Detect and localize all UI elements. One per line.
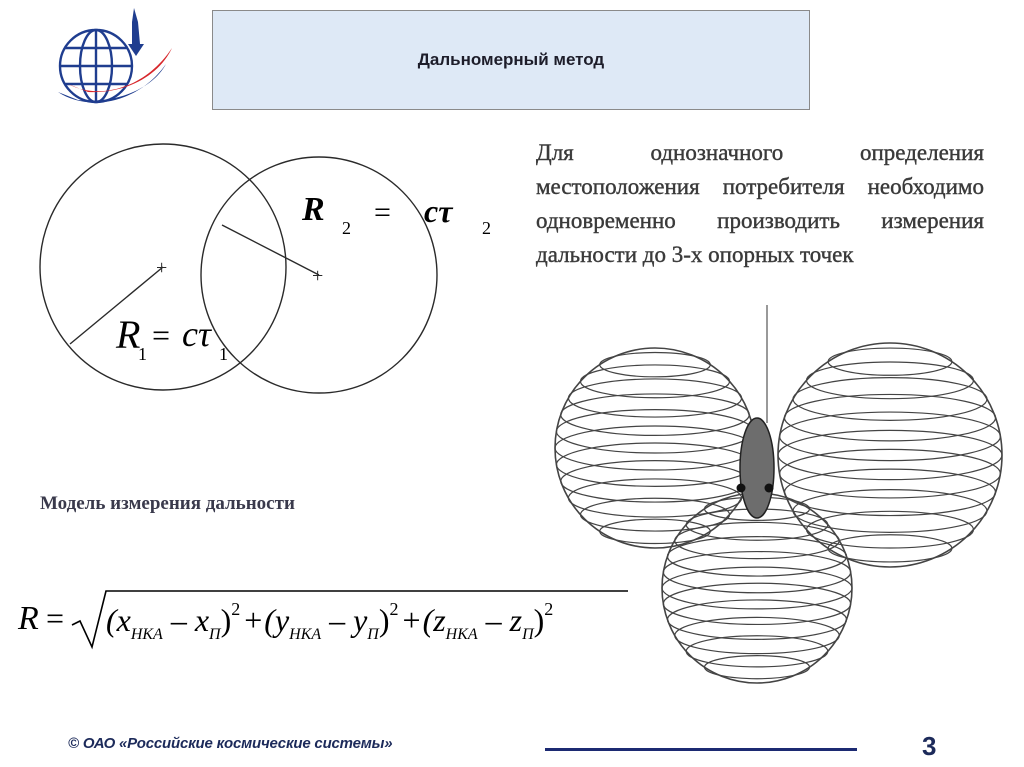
term-y-exp: 2 bbox=[389, 599, 399, 619]
two-circle-diagram bbox=[30, 130, 510, 400]
formula-r2 bbox=[301, 191, 491, 238]
range-formula bbox=[14, 585, 639, 655]
center-mark-2: + bbox=[312, 265, 324, 287]
r2-rhs: cτ bbox=[424, 193, 453, 229]
term-y-open: (y bbox=[264, 602, 290, 638]
page-title: Дальномерный метод bbox=[417, 50, 605, 69]
term-y-close: ) bbox=[378, 602, 390, 638]
term-x-sub2: П bbox=[209, 626, 221, 643]
term-z-sub1: НКА bbox=[445, 626, 478, 643]
r2-eq: = bbox=[374, 196, 391, 229]
term-z-exp: 2 bbox=[544, 599, 554, 619]
term-z-open: (z bbox=[422, 602, 446, 638]
intersection-lens bbox=[740, 418, 774, 518]
footer-copyright: © ОАО «Российские космические системы» bbox=[68, 735, 393, 752]
footer-divider bbox=[545, 748, 857, 751]
r1-rhs-sub: 1 bbox=[219, 344, 228, 364]
description-text: Для однозначного определения местоположения потребителя необходимо одновременно производить измерения дальности до 3-х опорных точек bbox=[536, 140, 984, 267]
plus-1: + bbox=[244, 602, 263, 638]
r2-sub: 2 bbox=[342, 218, 351, 238]
center-mark-1: + bbox=[156, 257, 168, 279]
plus-2: + bbox=[402, 602, 421, 638]
term-z-minus: – z bbox=[477, 602, 523, 638]
formula-lhs: R bbox=[18, 600, 39, 637]
rks-logo bbox=[48, 4, 178, 112]
r1-sub: 1 bbox=[138, 344, 147, 364]
sphere-right bbox=[778, 343, 1002, 567]
term-y-minus: – y bbox=[321, 602, 368, 638]
title-box bbox=[212, 10, 810, 110]
r2-var: R bbox=[302, 191, 325, 228]
r2-rhs-sub: 2 bbox=[482, 218, 491, 238]
intersection-point-left bbox=[737, 484, 746, 493]
svg-text:(xНКА – xП)2+(yНКА – yП)2+(zНК bbox=[106, 599, 553, 643]
term-x-sub1: НКА bbox=[130, 626, 163, 643]
r1-var: R bbox=[116, 312, 141, 357]
term-z-close: ) bbox=[533, 602, 545, 638]
r1-rhs: cτ bbox=[182, 314, 211, 354]
formula-r1 bbox=[115, 312, 228, 364]
term-x-minus: – x bbox=[162, 602, 210, 638]
model-label: Модель измерения дальности bbox=[40, 493, 295, 514]
term-y-sub2: П bbox=[367, 626, 379, 643]
intersection-point-right bbox=[765, 484, 774, 493]
term-z-sub2: П bbox=[522, 626, 534, 643]
formula-eq: = bbox=[46, 600, 65, 636]
r1-eq: = bbox=[152, 317, 171, 353]
term-x-exp: 2 bbox=[231, 599, 241, 619]
term-x-close: ) bbox=[220, 602, 232, 638]
radius-r2 bbox=[222, 225, 319, 275]
term-y-sub1: НКА bbox=[289, 626, 322, 643]
term-x-open: (x bbox=[106, 602, 131, 638]
page-number: 3 bbox=[922, 731, 937, 761]
